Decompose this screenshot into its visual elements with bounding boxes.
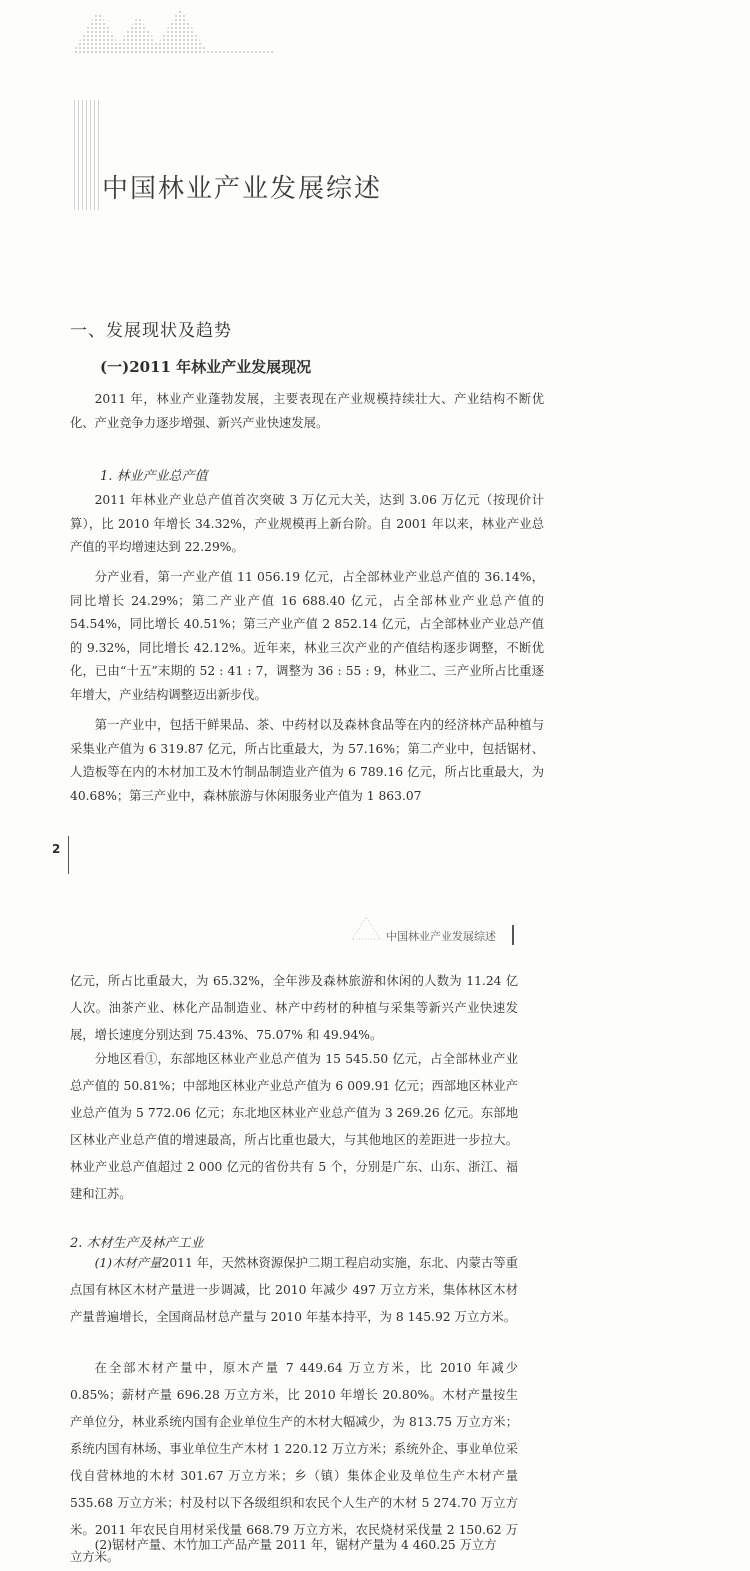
running-head-rule <box>512 925 514 945</box>
paragraph: 亿元，所占比重最大，为 65.32%，全年涉及森林旅游和休闲的人数为 11.24 亿人次。油茶产业、林化产品制造业、林产中药材的种植与采集等新兴产业快速发展，增长速度分别达到 75.43%、75.07% 和 49.94%。 <box>70 974 518 1042</box>
paragraph: 第一产业中，包括干鲜果品、茶、中药材以及森林食品等在内的经济林产品种植与采集业产值为 6 319.87 亿元，所占比重最大，为 57.16%；第二产业中，包括锯材、人造板等在内的木材加工及木竹制品制造业产值为 6 789.16 亿元，所占比重最大，为 40.68%；第三产业中，森林旅游与休闲服务业产值为 1 863.07 <box>70 718 544 803</box>
item2-heading: 2. 木材生产及林产工业 <box>70 1236 204 1251</box>
chapter-title: 中国林业产业发展综述 <box>102 174 383 204</box>
page-number: 2 <box>52 842 61 856</box>
paragraph: 分产业看，第一产业产值 11 056.19 亿元，占全部林业产业总产值的 36.14%，同比增长 24.29%；第二产业产值 16 688.40 亿元，占全部林业产业总产值的 54.54%，同比增长 40.51%；第三产业产值 2 852.14 亿元，占全部林业产业总产值的 9.32%，同比增长 42.12%。近年来，林业三次产业的产值结构逐步调整，不断优化，已由“十五”末期的 52 : 41 : 7，调整为 36 : 55 : 9，林业二、三产业所占比重逐年增大，产业结构调整迈出新步伐。 <box>70 570 544 702</box>
paragraph: 2011 年林业产业总产值首次突破 3 万亿元大关，达到 3.06 万亿元（按现价计算），比 2010 年增长 34.32%，产业规模再上新台阶。自 2001 年以来，林业产业总产值的平均增速达到 22.29%。 <box>70 493 544 555</box>
item1-heading: 1. 林业产业总产值 <box>100 469 208 484</box>
paragraph-wood-output <box>70 1250 518 1331</box>
intro-paragraph: 2011 年，林业产业蓬勃发展，主要表现在产业规模持续壮大、产业结构不断优化、产业竞争力逐步增强、新兴产业快速发展。 <box>70 392 544 430</box>
running-head: 中国林业产业发展综述 <box>386 930 496 943</box>
pine-tree-dot-pattern-icon <box>74 6 274 54</box>
running-head-tree-icon <box>350 915 386 941</box>
paragraph-cut-off: (2)锯材产量、木竹加工产品产量 2011 年，锯材产量为 4 460.25 万立方 <box>94 1538 497 1552</box>
paragraph: 分地区看①，东部地区林业产业总产值为 15 545.50 亿元，占全部林业产业总产值的 50.81%；中部地区林业产业总产值为 6 009.91 亿元；西部地区林业产业总产值为 5 772.06 亿元；东北地区林业产业总产值为 3 269.26 亿元。东部地区林业产业总产值的增速最高，所占比重也最大，与其他地区的差距进一步拉大。林业产业总产值超过 2 000 亿元的省份共有 5 个，分别是广东、山东、浙江、福建和江苏。 <box>70 1052 518 1201</box>
subsection-heading: (一)2011 年林业产业发展现况 <box>100 358 312 376</box>
paragraph-text: 2011 年，天然林资源保护二期工程启动实施，东北、内蒙古等重点国有林区木材产量进一步调减，比 2010 年减少 497 万立方米，集体林区木材产量普遍增长，全国商品材总产量与 2010 年基本持平，为 8 145.92 万立方米。 <box>70 1256 518 1324</box>
section-heading: 一、发展现状及趋势 <box>70 321 232 341</box>
page-number-rule <box>68 836 69 874</box>
inline-heading: (1)木材产量 <box>94 1256 162 1270</box>
paragraph: 在全部木材产量中，原木产量 7 449.64 万立方米，比 2010 年减少 0.85%；薪材产量 696.28 万立方米，比 2010 年增长 20.80%。木材产量按生产单位分，林业系统内国有企业单位生产的木材大幅减少，为 813.75 万立方米；系统内国有林场、事业单位生产木材 1 220.12 万立方米；系统外企、事业单位采伐自营林地的木材 301.67 万立方米；乡（镇）集体企业及单位生产木材产量 535.68 万立方米；村及村以下各级组织和农民个人生产的木材 5 274.70 万立方米。2011 年农民自用材采伐量 668.79 万立方米，农民烧材采伐量 2 150.62 万立方米。 <box>70 1361 518 1564</box>
title-dotted-bar <box>74 100 100 210</box>
